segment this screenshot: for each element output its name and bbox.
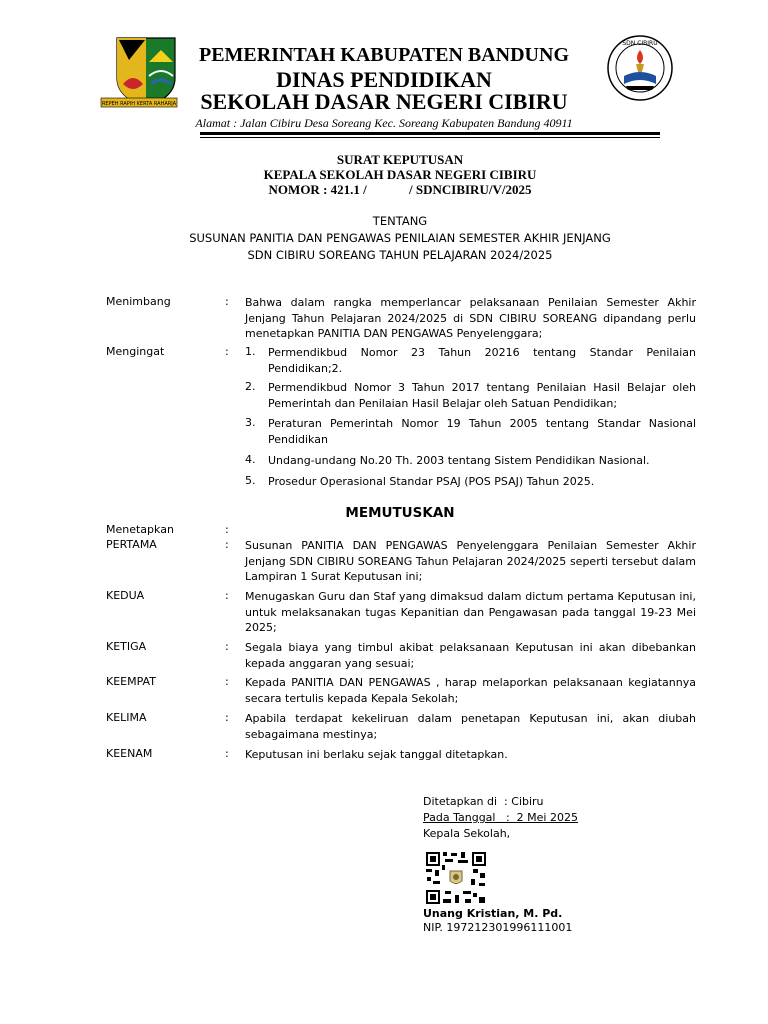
decision-label-pertama: PERTAMA <box>106 538 157 551</box>
decision-label-keenam: KEENAM <box>106 747 153 760</box>
letterhead-divider <box>200 132 660 135</box>
decision-text-kedua: Menugaskan Guru dan Staf yang dimaksud dalam dictum pertama Keputusan ini, untuk melaksanakan tugas Kepanitian dan Pengawasan pada tanggal 19-23 Mei 2025; <box>245 590 696 634</box>
mengingat-colon: : <box>225 345 229 358</box>
decision-colon: : <box>225 747 229 760</box>
letterhead-divider-thin <box>200 137 660 138</box>
qr-code-signature <box>425 851 487 905</box>
logo-motto-text: REPEH RAPIH KERTA RAHARJA <box>101 101 177 107</box>
signature-place: Ditetapkan di : Cibiru <box>423 795 544 808</box>
mengingat-item-number: 5. <box>245 474 256 487</box>
decree-issuer: KEPALA SEKOLAH DASAR NEGERI CIBIRU <box>263 167 537 182</box>
mengingat-item-number: 3. <box>245 416 256 429</box>
signature-position: Kepala Sekolah, <box>423 827 511 840</box>
menimbang-label: Menimbang <box>106 295 171 308</box>
sdn-cibiru-logo <box>606 32 674 104</box>
menimbang-text: Bahwa dalam rangka memperlancar pelaksanaan Penilaian Semester Akhir Jenjang Tahun Pelajaran 2024/2025 di SDN CIBIRU SOREANG dipandang perlu menetapkan PANITIA DAN PENGAWAS Penyelenggara; <box>245 296 696 340</box>
decree-number: NOMOR : 421.1 / / SDNCIBIRU/V/2025 <box>268 182 532 197</box>
menimbang-colon: : <box>225 295 229 308</box>
mengingat-item-text: Peraturan Pemerintah Nomor 19 Tahun 2005 tentang Standar Nasional Pendidikan <box>268 417 696 446</box>
decision-text-kelima: Apabila terdapat kekeliruan dalam penetapan Keputusan ini, akan diubah sebagaimana mestinya; <box>245 712 696 741</box>
decision-text-pertama: Susunan PANITIA DAN PENGAWAS Penyelenggara Penilaian Semester Akhir Jenjang SDN CIBIRU SOREANG Tahun Pelajaran 2024/2025 seperti tersebut dalam Lampiran 1 Surat Keputusan ini; <box>245 539 696 583</box>
decision-text-keempat: Kepada PANITIA DAN PENGAWAS , harap melaporkan pelaksanaan kegiatannya secara tertulis kepada Kepala Sekolah; <box>245 676 696 705</box>
mengingat-item-text: Undang-undang No.20 Th. 2003 tentang Sistem Pendidikan Nasional. <box>268 454 650 467</box>
decree-title: SURAT KEPUTUSAN <box>336 152 464 167</box>
letterhead-department: DINAS PENDIDIKAN <box>276 67 492 92</box>
signatory-nip: NIP. 197212301996111001 <box>423 921 573 934</box>
decision-colon: : <box>225 640 229 653</box>
decision-colon: : <box>225 675 229 688</box>
mengingat-item-text: Prosedur Operasional Standar PSAJ (POS PSAJ) Tahun 2025. <box>268 475 595 488</box>
decision-label-kelima: KELIMA <box>106 711 147 724</box>
decision-colon: : <box>225 538 229 551</box>
about-label: TENTANG <box>372 214 428 228</box>
decision-colon: : <box>225 589 229 602</box>
decision-label-keempat: KEEMPAT <box>106 675 156 688</box>
memutuskan-heading: MEMUTUSKAN <box>345 505 455 521</box>
signatory-name: Unang Kristian, M. Pd. <box>423 907 563 920</box>
logo-school-text: SDN CIBIRU <box>622 40 658 47</box>
letterhead-government: PEMERINTAH KABUPATEN BANDUNG <box>198 44 569 66</box>
letterhead-school: SEKOLAH DASAR NEGERI CIBIRU <box>200 89 568 114</box>
mengingat-item-number: 2. <box>245 380 256 393</box>
signature-date: Pada Tanggal : 2 Mei 2025 <box>423 811 578 824</box>
mengingat-item-text: Permendikbud Nomor 23 Tahun 20216 tentang Standar Penilaian Pendidikan;2. <box>268 346 696 375</box>
mengingat-item-text: Permendikbud Nomor 3 Tahun 2017 tentang Penilaian Hasil Belajar oleh Pemerintah dan Penilaian Hasil Belajar oleh Satuan Pendidikan; <box>268 381 696 410</box>
decision-text-ketiga: Segala biaya yang timbul akibat pelaksanaan Keputusan ini akan dibebankan kepada anggaran yang sesuai; <box>245 641 696 670</box>
about-line-1: SUSUNAN PANITIA DAN PENGAWAS PENILAIAN SEMESTER AKHIR JENJANG <box>189 231 611 245</box>
menetapkan-label: Menetapkan <box>106 523 174 536</box>
menetapkan-colon: : <box>225 523 229 536</box>
about-line-2: SDN CIBIRU SOREANG TAHUN PELAJARAN 2024/2025 <box>247 248 553 262</box>
decision-label-ketiga: KETIGA <box>106 640 147 653</box>
decision-text-keenam: Keputusan ini berlaku sejak tanggal ditetapkan. <box>245 748 508 761</box>
letterhead-address: Alamat : Jalan Cibiru Desa Soreang Kec. Soreang Kabupaten Bandung 40911 <box>195 116 573 130</box>
decision-label-kedua: KEDUA <box>106 589 145 602</box>
mengingat-item-number: 4. <box>245 453 256 466</box>
mengingat-item-number: 1. <box>245 345 256 358</box>
mengingat-label: Mengingat <box>106 345 165 358</box>
decision-colon: : <box>225 711 229 724</box>
